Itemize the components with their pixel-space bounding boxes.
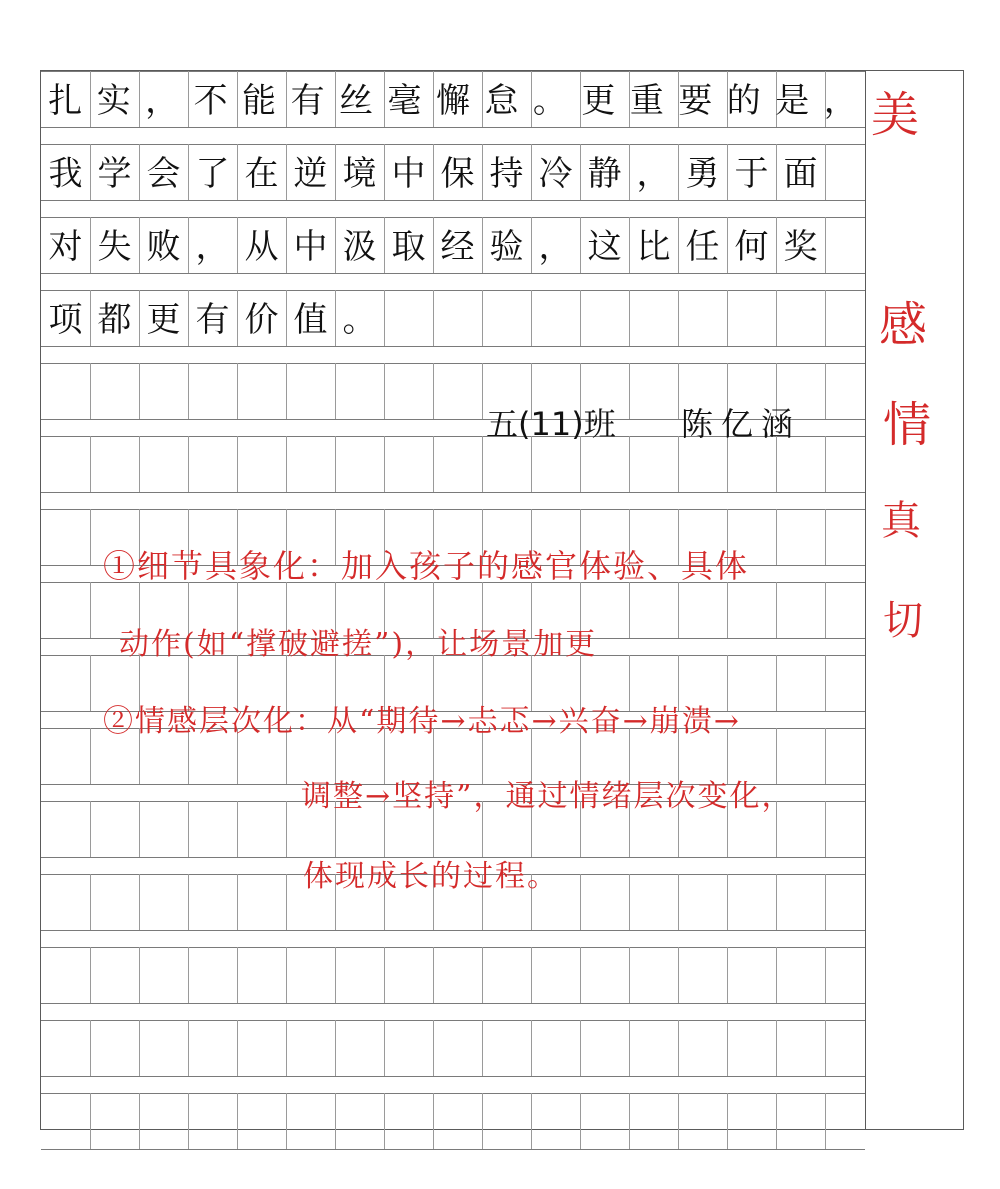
grid-line	[237, 947, 238, 1003]
essay-char: 任	[685, 227, 720, 267]
grid-line	[90, 1093, 91, 1149]
essay-char: 的	[726, 81, 761, 121]
essay-char: 丝	[339, 81, 374, 121]
essay-char: 怠	[484, 81, 519, 121]
comment-line-3: ②情感层次化：从“期待→忐忑→兴奋→崩溃→	[103, 704, 741, 739]
composition-sheet	[40, 70, 964, 1130]
grid-line	[90, 1020, 91, 1076]
essay-char: 失	[97, 227, 132, 267]
signature-name: 陈亿涵	[681, 405, 802, 443]
essay-char: ，	[145, 81, 180, 121]
grid-line	[825, 363, 826, 419]
grid-line	[776, 655, 777, 711]
grid-line	[433, 947, 434, 1003]
grid-line	[482, 436, 483, 492]
essay-char: 我	[48, 154, 83, 194]
essay-char: 不	[193, 81, 228, 121]
grid-line	[335, 363, 336, 419]
essay-char: 毫	[387, 81, 422, 121]
grid-line	[90, 801, 91, 857]
side-comment-1: 美	[871, 87, 920, 143]
grid-line	[188, 874, 189, 930]
grid-line	[41, 217, 865, 218]
grid-line	[629, 363, 630, 419]
essay-char: 持	[489, 154, 524, 194]
grid-line	[188, 363, 189, 419]
essay-char: 这	[587, 227, 622, 267]
grid-line	[825, 1020, 826, 1076]
essay-char: 了	[195, 154, 230, 194]
grid-line	[90, 947, 91, 1003]
grid-line	[237, 1020, 238, 1076]
grid-line	[629, 1093, 630, 1149]
grid-line	[580, 874, 581, 930]
grid-line	[139, 1093, 140, 1149]
grid-line	[286, 363, 287, 419]
grid-line	[90, 582, 91, 638]
grid-line	[41, 1093, 865, 1094]
side-comment-3: 情	[883, 397, 932, 453]
essay-char: 重	[629, 81, 664, 121]
essay-char: 于	[734, 154, 769, 194]
grid-line	[237, 874, 238, 930]
essay-char: 在	[244, 154, 279, 194]
side-comment-5: 切	[883, 598, 923, 644]
essay-char: 取	[391, 227, 426, 267]
grid-line	[41, 509, 865, 510]
essay-char: 懈	[435, 81, 470, 121]
grid-line	[286, 436, 287, 492]
grid-line	[41, 1003, 865, 1004]
essay-char: 会	[146, 154, 181, 194]
side-comment-4: 真	[881, 498, 921, 544]
grid-line	[629, 1020, 630, 1076]
grid-line	[188, 1020, 189, 1076]
side-comment-2: 感	[879, 297, 928, 353]
essay-char: 比	[636, 227, 671, 267]
grid-line	[482, 363, 483, 419]
grid-line	[384, 363, 385, 419]
grid-line	[825, 947, 826, 1003]
grid-line	[825, 1093, 826, 1149]
grid-line	[433, 436, 434, 492]
grid-line	[825, 874, 826, 930]
grid-line	[531, 1020, 532, 1076]
essay-char: ，	[636, 154, 671, 194]
grid-line	[825, 436, 826, 492]
essay-char: 保	[440, 154, 475, 194]
grid-line	[776, 1093, 777, 1149]
essay-char: 实	[96, 81, 131, 121]
essay-char: 。	[342, 300, 377, 340]
essay-char: 更	[146, 300, 181, 340]
essay-char: 能	[242, 81, 277, 121]
essay-char: 都	[97, 300, 132, 340]
grid-line	[825, 655, 826, 711]
essay-line-4	[41, 292, 865, 348]
grid-line	[90, 363, 91, 419]
grid-line	[678, 1093, 679, 1149]
comment-line-4: 调整→坚持”，通过情绪层次变化，	[301, 779, 794, 814]
grid-line	[825, 801, 826, 857]
essay-line-1	[41, 73, 865, 129]
essay-char: 值	[293, 300, 328, 340]
grid-line	[286, 1020, 287, 1076]
essay-char: 败	[146, 227, 181, 267]
grid-line	[90, 436, 91, 492]
grid-line	[188, 801, 189, 857]
essay-char: ，	[538, 227, 573, 267]
grid-line	[825, 509, 826, 565]
grid-line	[335, 1093, 336, 1149]
essay-char: 中	[391, 154, 426, 194]
grid-line	[433, 1093, 434, 1149]
grid-line	[629, 582, 630, 638]
grid-line	[384, 1020, 385, 1076]
grid-line	[139, 363, 140, 419]
comment-line-1: ①细节具象化：加入孩子的感官体验、具体	[103, 547, 750, 585]
essay-line-3	[41, 219, 865, 275]
grid-line	[482, 1020, 483, 1076]
grid-line	[41, 947, 865, 948]
grid-line	[580, 947, 581, 1003]
grid-line	[237, 1093, 238, 1149]
essay-char: 静	[587, 154, 622, 194]
grid-line	[482, 1093, 483, 1149]
grid-line	[139, 1020, 140, 1076]
grid-line	[90, 728, 91, 784]
essay-char: 对	[48, 227, 83, 267]
essay-line-2	[41, 146, 865, 202]
grid-line	[825, 728, 826, 784]
grid-line	[139, 436, 140, 492]
grid-line	[433, 1020, 434, 1076]
grid-line	[41, 1149, 865, 1150]
grid-line	[237, 801, 238, 857]
grid-line	[335, 1020, 336, 1076]
grid-line	[237, 363, 238, 419]
grid-line	[727, 1020, 728, 1076]
essay-char: 价	[244, 300, 279, 340]
essay-char: 面	[783, 154, 818, 194]
grid-line	[531, 1093, 532, 1149]
essay-char: 更	[581, 81, 616, 121]
grid-line	[90, 655, 91, 711]
grid-line	[776, 1020, 777, 1076]
grid-line	[41, 290, 865, 291]
grid-line	[90, 874, 91, 930]
grid-line	[678, 436, 679, 492]
grid-line	[727, 947, 728, 1003]
grid-line	[384, 436, 385, 492]
grid-line	[482, 947, 483, 1003]
essay-char: 学	[97, 154, 132, 194]
essay-char: 是	[775, 81, 810, 121]
essay-char: 何	[734, 227, 769, 267]
grid-line	[580, 1020, 581, 1076]
essay-char: 汲	[342, 227, 377, 267]
essay-char: 经	[440, 227, 475, 267]
grid-line	[41, 144, 865, 145]
essay-char: 冷	[538, 154, 573, 194]
grid-line	[776, 509, 777, 565]
grid-line	[188, 947, 189, 1003]
essay-char: ，	[823, 81, 858, 121]
grid-line	[286, 874, 287, 930]
grid-line	[629, 436, 630, 492]
grid-line	[678, 947, 679, 1003]
grid-line	[139, 947, 140, 1003]
essay-char: 有	[290, 81, 325, 121]
grid-line	[188, 436, 189, 492]
grid-line	[286, 947, 287, 1003]
grid-line	[41, 1020, 865, 1021]
essay-char: 有	[195, 300, 230, 340]
grid-line	[580, 1093, 581, 1149]
grid-line	[41, 71, 865, 72]
essay-char: 。	[532, 81, 567, 121]
essay-char: 勇	[685, 154, 720, 194]
grid-line	[90, 509, 91, 565]
grid-line	[678, 363, 679, 419]
signature-class: 五(11)班	[486, 405, 616, 443]
grid-line	[41, 492, 865, 493]
grid-line	[237, 436, 238, 492]
grid-line	[727, 1093, 728, 1149]
grid-line	[286, 1093, 287, 1149]
grid-line	[41, 363, 865, 364]
essay-char: 境	[342, 154, 377, 194]
grid-line	[825, 582, 826, 638]
grid-line	[188, 1093, 189, 1149]
essay-char: 扎	[48, 81, 83, 121]
grid-line	[139, 874, 140, 930]
grid-line	[776, 947, 777, 1003]
grid-line	[678, 874, 679, 930]
grid-line	[776, 582, 777, 638]
grid-line	[433, 363, 434, 419]
grid-line	[776, 874, 777, 930]
essay-char: 要	[678, 81, 713, 121]
comment-line-5: 体现成长的过程。	[303, 859, 559, 894]
grid-line	[335, 947, 336, 1003]
grid-line	[727, 874, 728, 930]
grid-line	[41, 930, 865, 931]
essay-char: 验	[489, 227, 524, 267]
grid-line	[727, 582, 728, 638]
grid-line	[139, 801, 140, 857]
essay-char: 奖	[783, 227, 818, 267]
grid-line	[286, 801, 287, 857]
grid-line	[384, 1093, 385, 1149]
essay-char: 逆	[293, 154, 328, 194]
comment-line-2: 动作(如“撑破避搓”)，让场景加更	[119, 627, 598, 662]
grid-line	[629, 874, 630, 930]
essay-char: 从	[244, 227, 279, 267]
grid-line	[678, 1020, 679, 1076]
grid-line	[41, 1076, 865, 1077]
essay-char: 项	[48, 300, 83, 340]
grid-line	[384, 947, 385, 1003]
grid-line	[678, 582, 679, 638]
grid-line	[531, 947, 532, 1003]
essay-char: 中	[293, 227, 328, 267]
grid-line	[629, 947, 630, 1003]
essay-char: ，	[195, 227, 230, 267]
grid-line	[335, 436, 336, 492]
